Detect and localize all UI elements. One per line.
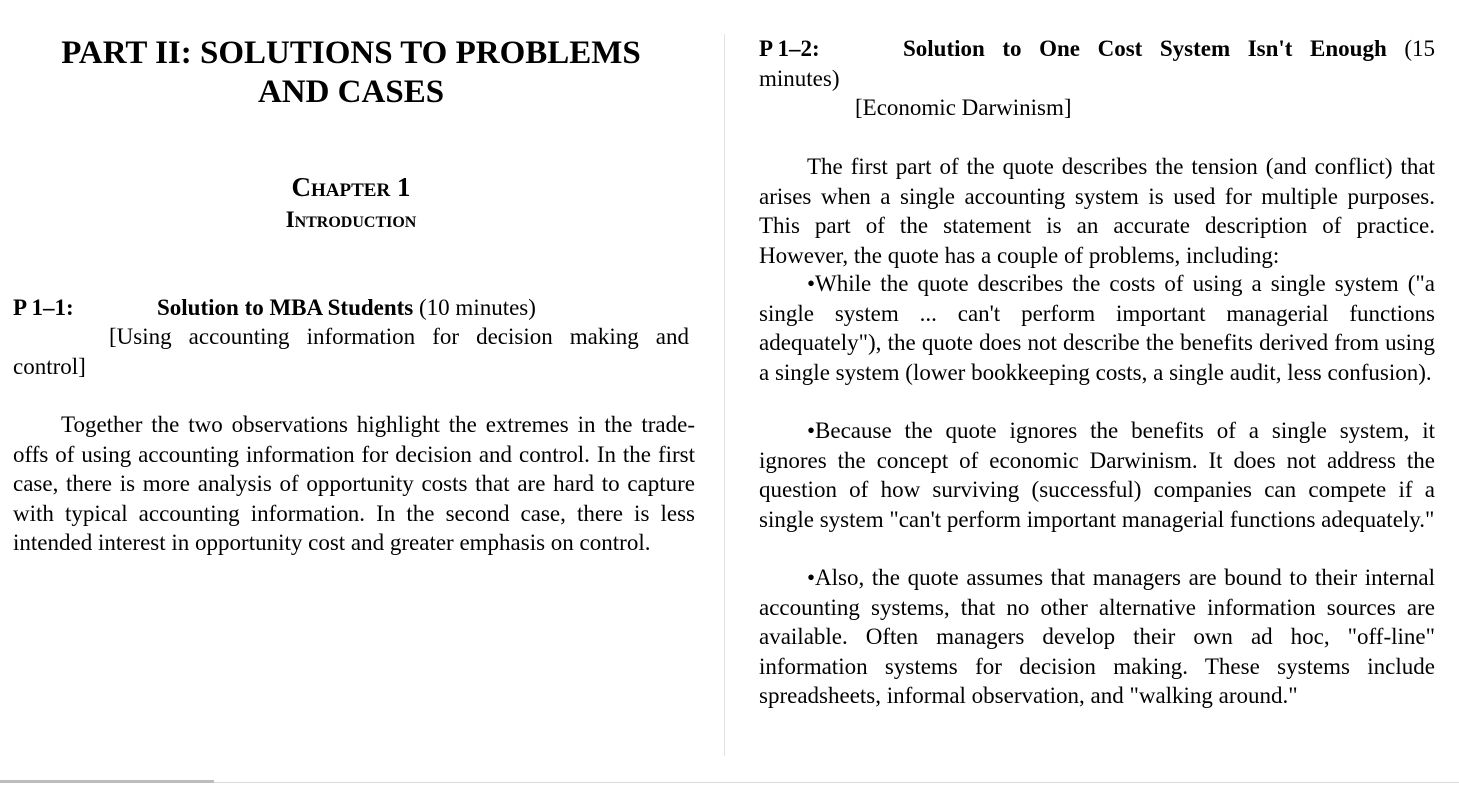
chapter-title: Chapter 1 <box>291 172 411 202</box>
body-paragraph: Together the two observations highlight the extremes in the trade-offs of using accounting information for decision and control. In the first case, there is more analysis of opportunity costs that are hard to capture with typical accounting information. In the second case, there is less intended interest in opportunity cost and greater emphasis on control. <box>13 412 695 556</box>
problem-tag: [Economic Darwinism] <box>855 95 1072 120</box>
problem-heading-p1-1 <box>13 293 536 323</box>
bullet-item: •While the quote describes the costs of using a single system ("a single system ... can't perform important managerial functions adequately"), the quote does not describe the benefits derived from using a single system (lower bookkeeping costs, a single audit, less confusion). <box>759 271 1435 385</box>
intro-paragraph: The first part of the quote describes the tension (and conflict) that arises when a single accounting system is used for multiple purposes. This part of the statement is an accurate description of practice. However, the quote has a couple of problems, including: <box>759 154 1435 268</box>
part-title <box>13 34 689 112</box>
part-title-line1: PART II: SOLUTIONS TO PROBLEMS <box>61 35 641 71</box>
page-bottom-rule <box>0 782 1459 783</box>
problem-duration: (10 minutes) <box>419 295 536 320</box>
problem-title: Solution to MBA Students <box>157 295 414 320</box>
bullet-item: •Because the quote ignores the benefits of a single system, it ignores the concept of economic Darwinism. It does not address the question of how surviving (successful) companies can compete if a single system "can't perform important managerial functions adequately." <box>759 418 1435 532</box>
problem-number: P 1–1: <box>13 295 74 320</box>
chapter-subtitle: Introduction <box>285 207 417 232</box>
horizontal-scrollbar-thumb[interactable] <box>0 780 214 783</box>
problem-heading-p1-2 <box>759 34 1435 93</box>
part-title-line2: AND CASES <box>257 74 445 110</box>
bullet-item: •Also, the quote assumes that managers are bound to their internal accounting systems, that no other alternative information sources are available. Often managers develop their own ad hoc, "off-line" information systems for decision making. These systems include spreadsheets, informal observation, and "walking around." <box>759 565 1435 709</box>
problem-number: P 1–2: <box>759 36 820 61</box>
problem-tag: [Using accounting information for decision making and control] <box>13 324 689 379</box>
problem-duration: (15 minutes) <box>759 36 1436 91</box>
problem-title: Solution to One Cost System Isn't Enough <box>903 36 1387 61</box>
column-divider <box>724 34 725 756</box>
